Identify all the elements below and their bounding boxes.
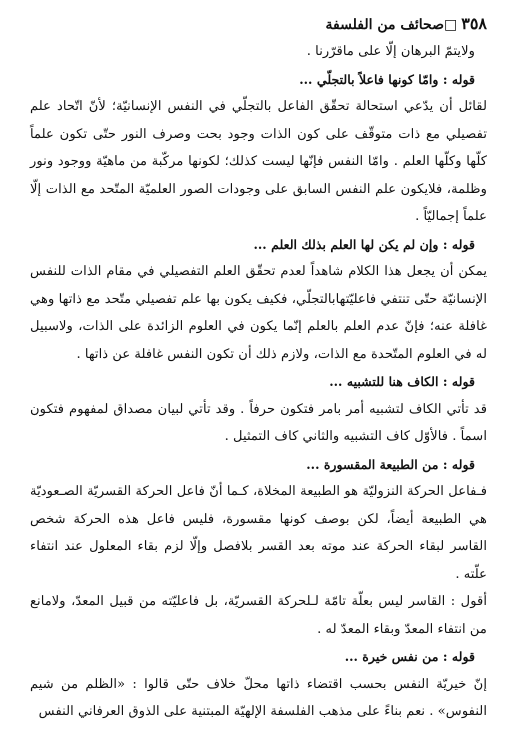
running-title: صحائف من الفلسفة [325, 17, 444, 33]
paragraph: فـفاعل الحركة النزوليّة هو الطبيعة المخلاة، كـما أنّ فاعل الحركة القسريّة الصـعوديّة هي الطبيعة أيضاً، لكن بوصف كونها مقسورة، فليس فاعل هذه الحركة شخص القاسر لبقاء الحركة عند موته بعد القسر بلافصل وإلّا لزم بقاء المعلول عند انتفاء علّته . [30, 484, 487, 582]
paragraph: إنّ خيريّة النفس بحسب اقتضاء ذاتها محلّ خلاف حتّى قالوا : «الظلم من شيم النفوس» . نعم بناءً على مذهب الفلسفة الإلهيّة المبتنية على الذوق العرفاني النفس [30, 676, 487, 719]
paragraph: يمكن أن يجعل هذا الكلام شاهداً لعدم تحقّق العلم التفصيلي في مقام الذات للنفس الإنسانيّة حتّى تنتفي فاعليّتهابالتجلّي، فكيف يكون بها علم تفصيلي متّحد مع ذاتها وهي غافلة عنه؛ فإنّ عدم العلم بالعلم إنّما يكون في العلوم الزائدة على الذات، ولاسبيل له في العلوم المتّحدة مع الذات، ولازم ذلك أن تكون النفس غافلة عن ذاتها . [30, 264, 487, 362]
heading-quote: وامّا كونها فاعلاً بالتجلّي ... [299, 71, 439, 87]
section-heading [30, 231, 487, 259]
section-heading [30, 66, 487, 94]
page-body [30, 38, 487, 726]
heading-quote: وإن لم يكن لها العلم بذلك العلم ... [253, 236, 439, 252]
heading-label: قوله : [442, 374, 475, 389]
heading-label: قوله : [442, 71, 475, 87]
heading-label: قوله : [442, 649, 475, 664]
header-bullet-icon: □ [443, 17, 458, 33]
section-heading [30, 451, 487, 479]
page-header [70, 14, 487, 38]
heading-label: قوله : [442, 236, 475, 252]
paragraph: أقول : القاسر ليس بعلّة تامّة لـلحركة القسريّة، بل فاعليّته من قبيل المعدّ، ولامانع من انتفاء المعدّ وبقاء المعدّ له . [30, 594, 487, 637]
paragraph: قد تأتي الكاف لتشبيه أمر بامر فتكون حرفاً . وقد تأتي لبيان مصداق لمفهوم فتكون اسماً . فالأوّل كاف التشبيه والثاني كاف التمثيل . [30, 401, 487, 444]
page-number: ٣٥٨ [461, 14, 487, 33]
heading-quote: من الطبيعة المقسورة ... [306, 456, 439, 472]
heading-quote: الكاف هنا للتشبيه ... [329, 374, 439, 389]
section-heading [30, 643, 487, 671]
heading-quote: من نفس خيرة ... [344, 649, 439, 664]
heading-label: قوله : [442, 456, 475, 472]
paragraph: لقائل أن يدّعي استحالة تحقّق الفاعل بالتجلّي في النفس الإنسانيّة؛ لأنّ اتّحاد علم تفصيلي مع ذات متوقّف على كون الذات وجود بحت وصرف النور حتّى تكون علماً كلّها وكلّها العلم . وامّا النفس فإنّها ليست كذلك؛ لكونها مركّبة من ماهيّة ووجود ونور وظلمة، فلايكون علم النفس السابق على وجودات الصور العلميّة المتّحد مع الذات إلّا علماً إجماليّاً . [30, 99, 487, 224]
section-heading [30, 368, 487, 396]
paragraph: ولايتمّ البرهان إلّا على ماقرّرنا . [306, 44, 475, 59]
